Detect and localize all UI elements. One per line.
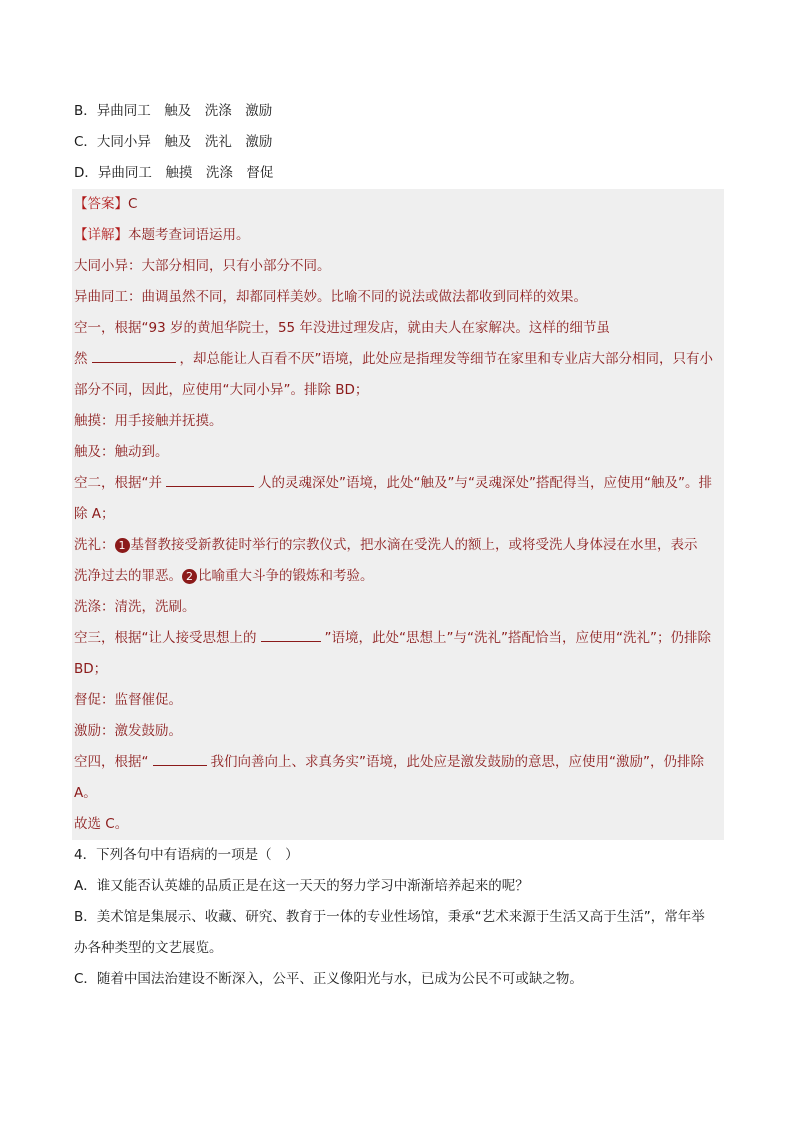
question-4 xyxy=(72,840,724,995)
blank3-line1-end: ”语境，此处“思想上”与“洗礼”搭配恰当，应使用“洗礼”；仍排除 xyxy=(324,630,711,646)
definition-xili-line2 xyxy=(72,561,724,592)
answer-value: C xyxy=(128,196,138,212)
blank3-line1 xyxy=(72,623,724,654)
option-b: B．异曲同工 触及 洗涤 激励 xyxy=(74,103,273,119)
option-c: C．大同小异 触及 洗礼 激励 xyxy=(74,134,273,150)
detail-line xyxy=(72,220,724,251)
definition-yiqu: 异曲同工：曲调虽然不同，却都同样美妙。比喻不同的说法或做法都收到同样的效果。 xyxy=(74,289,587,305)
circled-number-1: 1 xyxy=(115,538,130,553)
conclusion-line: 故选 C。 xyxy=(74,816,129,832)
options-list xyxy=(72,96,724,189)
blank2-line1-start: 空二，根据“并 xyxy=(74,475,162,491)
answer-line xyxy=(72,189,724,220)
definition-xidi: 洗涤：清洗，洗刷。 xyxy=(74,599,196,615)
xili-label: 洗礼： xyxy=(74,537,115,553)
xili-meaning-1-end: 洗净过去的罪恶。 xyxy=(74,568,182,584)
blank4-line1-end: 我们向善向上、求真务实”语境，此处应是激发鼓励的意思，应使用“激励”，仍排除 xyxy=(210,754,704,770)
blank1-line2-start: 然 xyxy=(74,351,88,367)
blank3-line2: BD； xyxy=(74,661,108,677)
xili-meaning-2: 比喻重大斗争的锻炼和考验。 xyxy=(198,568,374,584)
definition-chuji: 触及：触动到。 xyxy=(74,444,169,460)
xili-meaning-1: 基督教接受新教徒时举行的宗教仪式，把水滴在受洗人的额上，或将受洗人身体浸在水里，表示 xyxy=(130,537,698,553)
blank2-line1-end: 人的灵魂深处”语境，此处“触及”与“灵魂深处”搭配得当，应使用“触及”。排 xyxy=(258,475,712,491)
document-page xyxy=(72,96,724,995)
question-4-option-b-line2: 办各种类型的文艺展览。 xyxy=(74,940,223,956)
question-4-option-b-line1: B．美术馆是集展示、收藏、研究、教育于一体的专业性场馆，秉承“艺术来源于生活又高于生活”，常年举 xyxy=(74,909,705,925)
question-4-stem: 4．下列各句中有语病的一项是（ ） xyxy=(74,847,299,863)
detail-text: 本题考查词语运用。 xyxy=(128,227,250,243)
blank1-line3: 部分不同，因此，应使用“大同小异”。排除 BD； xyxy=(74,382,369,398)
fill-blank-1 xyxy=(92,348,176,363)
circled-number-2: 2 xyxy=(182,569,197,584)
definition-xili-line1 xyxy=(72,530,724,561)
question-4-option-c: C．随着中国法治建设不断深入，公平、正义像阳光与水，已成为公民不可或缺之物。 xyxy=(74,971,583,987)
blank2-line2: 除 A； xyxy=(74,506,115,522)
fill-blank-3 xyxy=(261,627,321,642)
answer-tag: 【答案】 xyxy=(74,196,128,212)
definition-datong: 大同小异：大部分相同，只有小部分不同。 xyxy=(74,258,331,274)
question-4-option-a: A．谁又能否认英雄的品质正是在这一天天的努力学习中渐渐培养起来的呢？ xyxy=(74,878,529,894)
blank1-line2 xyxy=(72,344,724,375)
blank1-line1: 空一，根据“93 岁的黄旭华院士，55 年没进过理发店，就由夫人在家解决。这样的细节虽 xyxy=(74,320,610,336)
blank4-line1-start: 空四，根据“ xyxy=(74,754,149,770)
answer-explanation-box xyxy=(72,189,724,840)
detail-tag: 【详解】 xyxy=(74,227,128,243)
fill-blank-4 xyxy=(153,751,207,766)
definition-chumo: 触摸：用手接触并抚摸。 xyxy=(74,413,223,429)
fill-blank-2 xyxy=(166,472,254,487)
blank1-line2-end: ，却总能让人百看不厌”语境，此处应是指理发等细节在家里和专业店大部分相同，只有小 xyxy=(179,351,713,367)
blank4-line2: A。 xyxy=(74,785,97,801)
blank2-line1 xyxy=(72,468,724,499)
definition-ducu: 督促：监督催促。 xyxy=(74,692,182,708)
blank4-line1 xyxy=(72,747,724,778)
definition-jili: 激励：激发鼓励。 xyxy=(74,723,182,739)
option-d: D．异曲同工 触摸 洗涤 督促 xyxy=(74,165,274,181)
blank3-line1-start: 空三，根据“让人接受思想上的 xyxy=(74,630,257,646)
